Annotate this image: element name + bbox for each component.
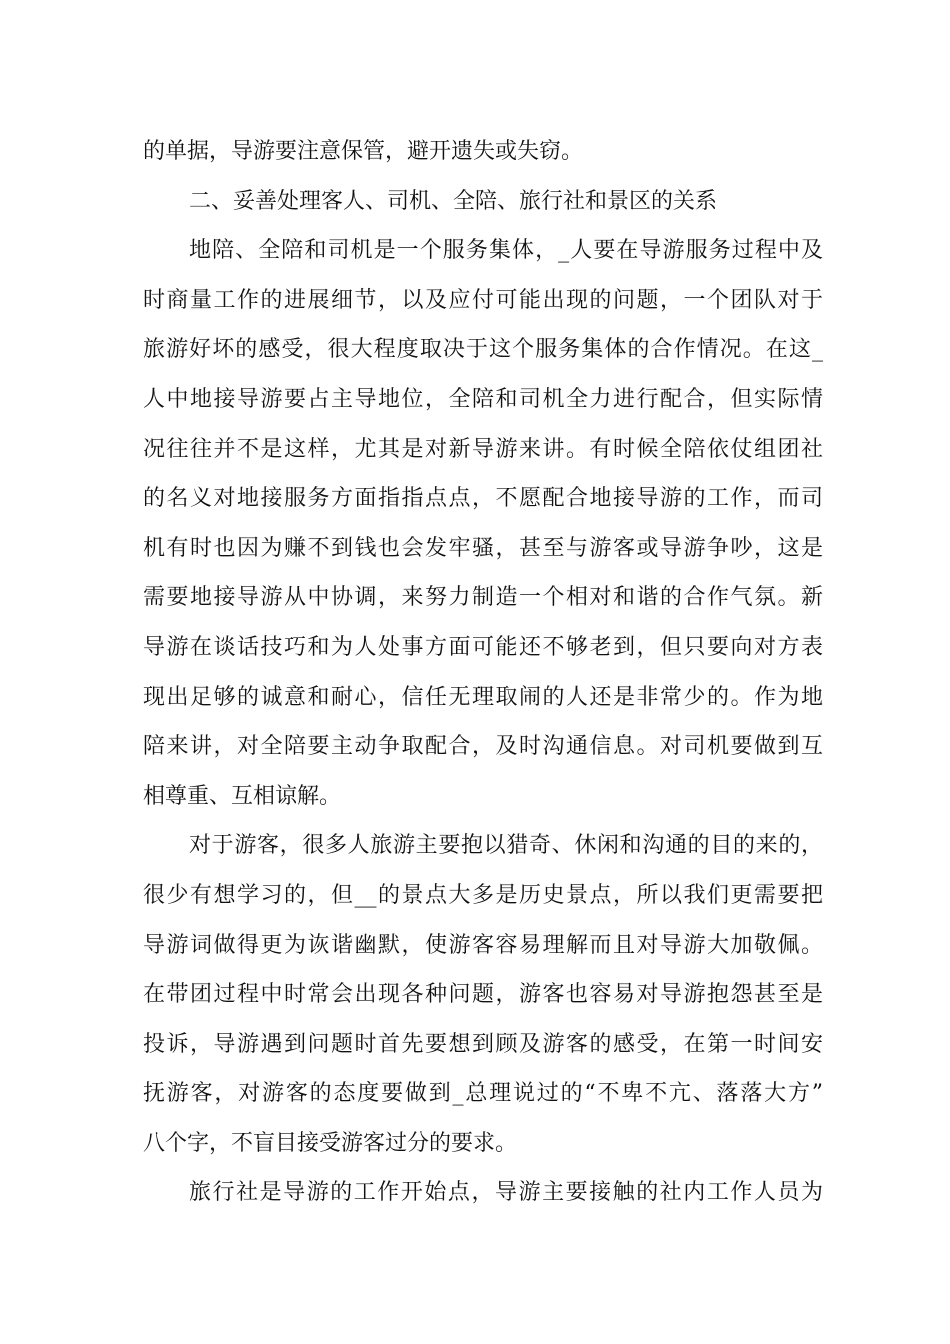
text-line: 时商量工作的进展细节，以及应付可能出现的问题，一个团队对于 — [143, 287, 823, 313]
text-line: 对于游客，很多人旅游主要抱以猎奇、休闲和沟通的目的来的， — [189, 833, 823, 859]
text-line: 在带团过程中时常会出现各种问题，游客也容易对导游抱怨甚至是 — [143, 982, 823, 1008]
text-line: 地陪、全陪和司机是一个服务集体，_人要在导游服务过程中及 — [189, 238, 823, 264]
text-line: 抚游客，对游客的态度要做到_总理说过的“不卑不亢、落落大方” — [143, 1081, 823, 1107]
text-line: 需要地接导游从中协调，来努力制造一个相对和谐的合作气氛。新 — [143, 585, 823, 611]
text-line: 旅游好坏的感受，很大程度取决于这个服务集体的合作情况。在这_ — [143, 337, 823, 363]
text-line: 八个字，不盲目接受游客过分的要求。 — [143, 1130, 518, 1156]
text-line: 人中地接导游要占主导地位，全陪和司机全力进行配合，但实际情 — [143, 386, 823, 412]
text-line: 机有时也因为赚不到钱也会发牢骚，甚至与游客或导游争吵，这是 — [143, 535, 823, 561]
text-line: 现出足够的诚意和耐心，信任无理取闹的人还是非常少的。作为地 — [143, 684, 823, 710]
text-line: 相尊重、互相谅解。 — [143, 783, 342, 809]
text-line: 导游词做得更为诙谐幽默，使游客容易理解而且对导游大加敬佩。 — [143, 932, 823, 958]
text-line: 的单据，导游要注意保管，避开遗失或失窃。 — [143, 139, 584, 164]
text-line: 陪来讲，对全陪要主动争取配合，及时沟通信息。对司机要做到互 — [143, 734, 823, 760]
text-line: 况往往并不是这样，尤其是对新导游来讲。有时候全陪依仗组团社 — [143, 436, 823, 462]
text-line: 投诉，导游遇到问题时首先要想到顾及游客的感受，在第一时间安 — [143, 1031, 823, 1057]
text-line: 的名义对地接服务方面指指点点，不愿配合地接导游的工作，而司 — [143, 486, 823, 512]
text-line: 旅行社是导游的工作开始点，导游主要接触的社内工作人员为 — [189, 1180, 823, 1206]
section-heading: 二、妥善处理客人、司机、全陪、旅行社和景区的关系 — [189, 188, 718, 214]
text-line: 很少有想学习的，但__的景点大多是历史景点，所以我们更需要把 — [143, 882, 823, 908]
document-body — [143, 127, 823, 1218]
text-line: 导游在谈话技巧和为人处事方面可能还不够老到，但只要向对方表 — [143, 634, 823, 660]
